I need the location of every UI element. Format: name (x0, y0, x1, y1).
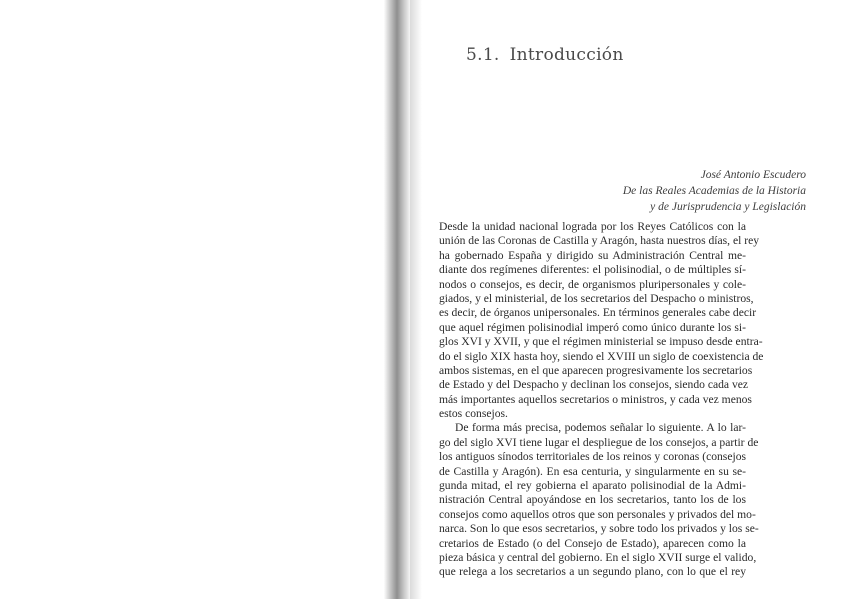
paragraph-2 (439, 421, 759, 579)
text-line: estos consejos. (439, 407, 508, 421)
section-heading (466, 45, 624, 65)
text-line: nistración Central apoyándose en los secretarios, tanto los de los (439, 493, 746, 507)
text-line: ambos sistemas, en el que aparecen progresivamente los secretarios (439, 363, 753, 377)
author-name: José Antonio Escudero (700, 169, 806, 181)
text-line: unión de las Coronas de Castilla y Aragón, hasta nuestros días, el rey (439, 234, 760, 248)
text-line: pieza básica y central del gobierno. En el siglo XVII surge el valido, (439, 550, 757, 564)
section-title: Introducción (509, 45, 624, 65)
text-line: cretarios de Estado (o del Consejo de Estado), aparecen como la (439, 536, 746, 550)
text-line: De forma más precisa, podemos señalar lo siguiente. A lo lar- (455, 421, 746, 435)
author-affiliation-1: De las Reales Academias de la Historia (622, 185, 806, 197)
text-line: glos XVI y XVII, y que el régimen ministerial se impuso desde entra- (439, 335, 763, 349)
text-line: más importantes aquellos secretarios o ministros, y cada vez menos (439, 392, 752, 406)
text-line: que relega a los secretarios a un segundo plano, con lo que el rey (439, 565, 746, 579)
text-line: de Estado y del Despacho y declinan los consejos, siendo cada vez (439, 378, 749, 392)
author-block (623, 167, 806, 215)
text-line: nodos o consejos, es decir, de organismos pluripersonales y cole- (439, 277, 746, 291)
author-affiliation-2: y de Jurisprudencia y Legislación (650, 201, 806, 213)
text-line: giados, y el ministerial, de los secretarios del Despacho o ministros, (439, 291, 754, 305)
text-line: consejos como aquellos otros que son personales y privados del mo- (439, 507, 756, 521)
text-line: narca. Son lo que esos secretarios, y sobre todo los privados y los se- (439, 522, 759, 536)
paragraph-1 (439, 220, 764, 421)
text-line: go del siglo XVI tiene lugar el despliegue de los consejos, a partir de (439, 435, 759, 449)
body-text (439, 220, 764, 580)
book-gutter-shadow (384, 0, 410, 599)
text-line: que aquel régimen polisinodial imperó como único durante los si- (439, 320, 746, 334)
text-line: do el siglo XIX hasta hoy, siendo el XVIII un siglo de coexistencia de (439, 349, 764, 363)
text-line: es decir, de órganos unipersonales. En términos generales cabe decir (439, 306, 757, 320)
book-page (422, 0, 848, 599)
text-line: diante dos regímenes diferentes: el polisinodial, o de múltiples sí- (439, 263, 746, 277)
section-number: 5.1. (466, 45, 500, 65)
text-line: de Castilla y Aragón). En esa centuria, y singularmente en su se- (439, 464, 746, 478)
text-line: Desde la unidad nacional lograda por los Reyes Católicos con la (439, 220, 746, 233)
text-line: gunda mitad, el rey gobierna el aparato polisinodial de la Admi- (439, 479, 746, 493)
page-edge-shadow (410, 0, 422, 599)
text-line: ha gobernado España y dirigido su Administración Central me- (439, 248, 746, 262)
text-line: los antiguos sínodos territoriales de los reinos y coronas (consejos (439, 450, 746, 464)
